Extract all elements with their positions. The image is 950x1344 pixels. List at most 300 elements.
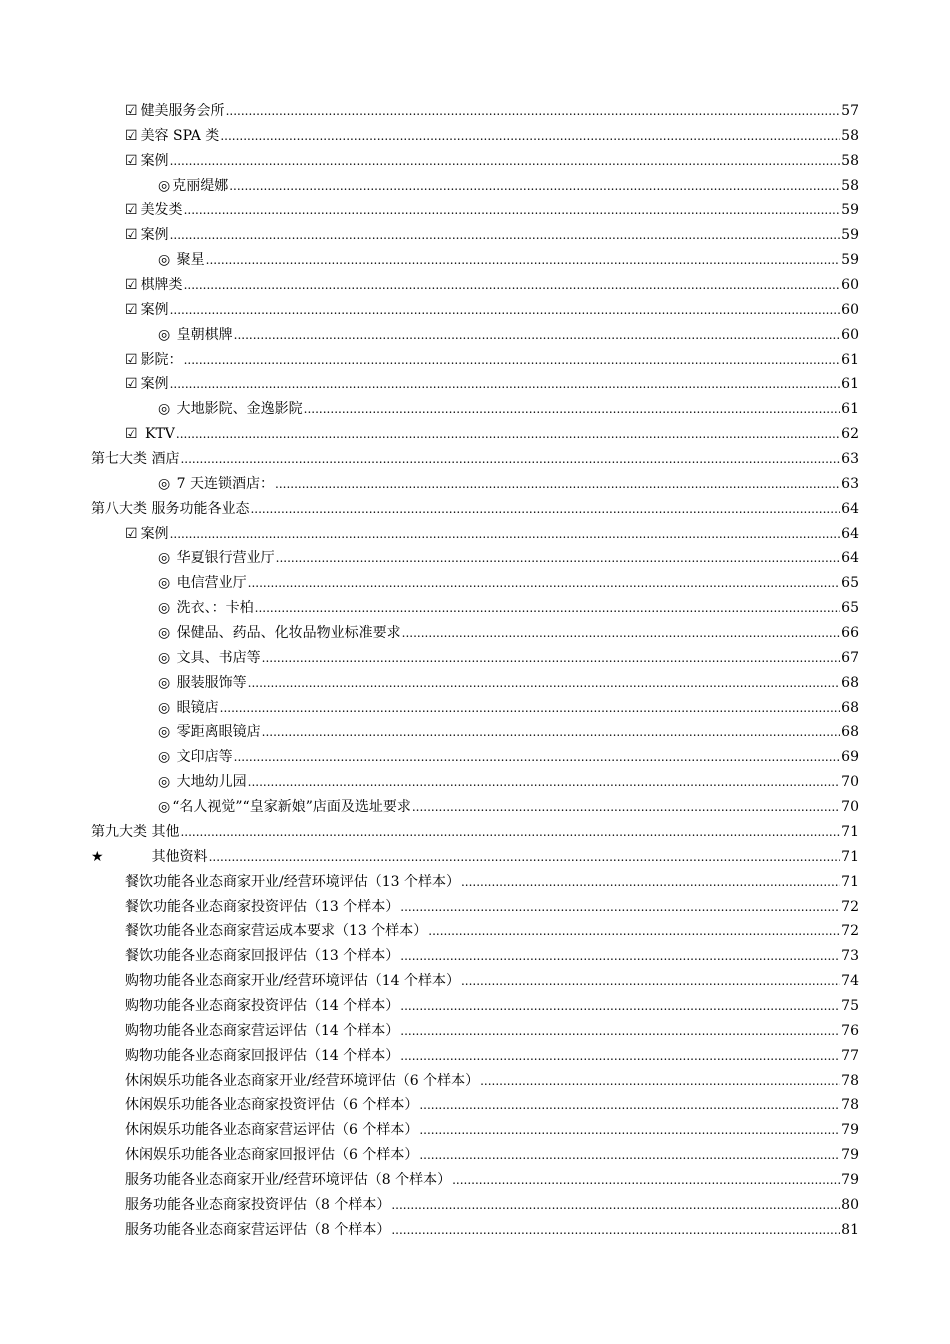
toc-entry-label: 大地幼儿园 <box>172 774 247 791</box>
toc-entry-label: 聚星 <box>172 252 205 269</box>
toc-row[interactable] <box>0 174 950 199</box>
toc-page-number: 73 <box>841 948 859 965</box>
dot-leader <box>176 422 840 447</box>
toc-entry-text <box>158 795 411 820</box>
toc-entry[interactable] <box>125 298 859 323</box>
toc-page-number: 78 <box>841 1097 859 1114</box>
toc-page-number: 60 <box>841 277 859 294</box>
toc-row[interactable] <box>0 1168 950 1193</box>
toc-entry-label: 美发类 <box>140 202 183 219</box>
bullet-circle-icon: ◎ <box>158 625 171 642</box>
dot-leader <box>170 372 841 397</box>
toc-entry-text <box>158 248 205 273</box>
toc-entry-text <box>125 1093 418 1118</box>
toc-page-number: 79 <box>841 1171 859 1188</box>
checkbox-checked-icon: ☑ <box>125 127 138 144</box>
bullet-circle-icon: ◎ <box>158 724 171 741</box>
toc-page-number: 63 <box>841 475 859 492</box>
toc-entry[interactable] <box>125 870 859 895</box>
toc-page-number: 65 <box>841 575 859 592</box>
dot-leader <box>419 1093 840 1118</box>
toc-entry[interactable] <box>158 671 859 696</box>
toc-entry[interactable] <box>158 174 859 199</box>
toc-row[interactable] <box>0 1069 950 1094</box>
toc-page-number: 66 <box>841 625 859 642</box>
dot-leader <box>184 348 841 373</box>
toc-entry-label: 案例 <box>140 525 169 542</box>
toc-entry-label: 餐饮功能各业态商家营运成本要求（13 个样本） <box>125 923 428 940</box>
toc-page-number: 78 <box>841 1072 859 1089</box>
toc-entry-label: 克丽缇娜 <box>172 177 229 194</box>
toc-page-number: 76 <box>841 1022 859 1039</box>
toc-row[interactable] <box>0 497 950 522</box>
toc-entry-text <box>125 1168 451 1193</box>
toc-entry[interactable] <box>91 820 859 845</box>
toc-entry-label: 第八大类 服务功能各业态 <box>91 500 250 517</box>
toc-entry[interactable] <box>125 919 859 944</box>
dot-leader <box>391 1218 840 1243</box>
toc-entry-text <box>125 1218 390 1243</box>
toc-row[interactable] <box>0 323 950 348</box>
toc-entry-text <box>158 720 261 745</box>
dot-leader <box>170 298 841 323</box>
toc-entry-label: 7 天连锁酒店： <box>172 475 275 492</box>
toc-entry-text <box>158 671 247 696</box>
bullet-circle-icon: ◎ <box>158 774 171 791</box>
toc-entry[interactable] <box>91 845 859 870</box>
dot-leader <box>461 969 840 994</box>
toc-page-number: 58 <box>841 152 859 169</box>
toc-entry[interactable] <box>125 969 859 994</box>
toc-row[interactable] <box>0 223 950 248</box>
toc-row[interactable] <box>0 248 950 273</box>
toc-page-number: 60 <box>841 301 859 318</box>
toc-entry-text <box>125 149 169 174</box>
toc-row[interactable] <box>0 944 950 969</box>
toc-entry[interactable] <box>158 596 859 621</box>
toc-row[interactable] <box>0 795 950 820</box>
checkbox-checked-icon: ☑ <box>125 152 138 169</box>
dot-leader <box>461 870 840 895</box>
dot-leader <box>419 1118 840 1143</box>
toc-entry-text <box>125 99 225 124</box>
toc-row[interactable] <box>0 919 950 944</box>
toc-entry-label: 休闲娱乐功能各业态商家投资评估（6 个样本） <box>125 1097 419 1114</box>
toc-entry-text <box>91 447 179 472</box>
toc-entry-text <box>125 895 399 920</box>
toc-row[interactable] <box>0 621 950 646</box>
dot-leader <box>220 696 841 721</box>
toc-entry-text <box>125 1143 418 1168</box>
toc-row[interactable] <box>0 895 950 920</box>
toc-entry[interactable] <box>125 273 859 298</box>
toc-page-number: 74 <box>841 973 859 990</box>
toc-page-number: 59 <box>841 227 859 244</box>
toc-entry-label: 购物功能各业态商家回报评估（14 个样本） <box>125 1047 400 1064</box>
dot-leader <box>234 323 841 348</box>
toc-entry[interactable] <box>158 546 859 571</box>
dot-leader <box>400 994 840 1019</box>
bullet-circle-icon: ◎ <box>158 749 171 766</box>
toc-page-number: 77 <box>841 1047 859 1064</box>
toc-entry-label: 棋牌类 <box>140 277 183 294</box>
dot-leader <box>400 1044 840 1069</box>
toc-entry-text <box>125 198 183 223</box>
dot-leader <box>400 1019 840 1044</box>
toc-entry-text <box>125 372 169 397</box>
toc-entry-label: 健美服务会所 <box>140 103 225 119</box>
toc-entry-label: 服装服饰等 <box>172 674 247 691</box>
toc-row[interactable] <box>0 994 950 1019</box>
toc-entry[interactable] <box>125 198 859 223</box>
bullet-circle-icon: ◎ <box>158 550 171 567</box>
toc-page-number: 68 <box>841 724 859 741</box>
dot-leader <box>275 472 840 497</box>
toc-entry[interactable] <box>158 397 859 422</box>
toc-entry[interactable] <box>125 223 859 248</box>
toc-row[interactable] <box>0 1218 950 1243</box>
checkbox-checked-icon: ☑ <box>125 426 138 443</box>
toc-entry[interactable] <box>125 1218 859 1243</box>
toc-entry[interactable] <box>125 1118 859 1143</box>
dot-leader <box>170 223 841 248</box>
dot-leader <box>184 273 841 298</box>
toc-entry[interactable] <box>158 745 859 770</box>
toc-page-number: 72 <box>841 898 859 915</box>
star-icon: ★ <box>91 848 104 865</box>
toc-entry-text <box>125 969 460 994</box>
toc-entry-label: 服务功能各业态商家投资评估（8 个样本） <box>125 1196 391 1213</box>
toc-entry[interactable] <box>125 1019 859 1044</box>
toc-entry-label: 休闲娱乐功能各业态商家回报评估（6 个样本） <box>125 1147 419 1164</box>
toc-row[interactable] <box>0 969 950 994</box>
toc-entry[interactable] <box>125 1193 859 1218</box>
toc-row[interactable] <box>0 124 950 149</box>
dot-leader <box>180 447 840 472</box>
toc-page-number: 71 <box>841 873 859 890</box>
toc-row[interactable] <box>0 397 950 422</box>
toc-row[interactable] <box>0 348 950 373</box>
bullet-circle-icon: ◎ <box>158 799 171 816</box>
toc-entry-label: 餐饮功能各业态商家开业/经营环境评估（13 个样本） <box>125 873 460 890</box>
toc-entry-label: 洗衣、：卡柏 <box>172 600 254 617</box>
dot-leader <box>400 895 840 920</box>
checkbox-checked-icon: ☑ <box>125 277 138 294</box>
toc-page-number: 64 <box>841 525 859 542</box>
toc-entry-label: 服务功能各业态商家营运评估（8 个样本） <box>125 1221 391 1238</box>
dot-leader <box>262 720 841 745</box>
checkbox-checked-icon: ☑ <box>125 525 138 542</box>
toc-entry-text <box>125 124 219 149</box>
dot-leader <box>250 497 840 522</box>
toc-entry[interactable] <box>125 1093 859 1118</box>
checkbox-checked-icon: ☑ <box>125 376 138 393</box>
toc-page-number: 72 <box>841 923 859 940</box>
toc-row[interactable] <box>0 1193 950 1218</box>
toc-entry-text <box>158 745 233 770</box>
toc-page-number: 64 <box>841 500 859 517</box>
toc-entry[interactable] <box>125 944 859 969</box>
toc-entry[interactable] <box>125 99 859 124</box>
toc-entry-text <box>125 870 460 895</box>
toc-row[interactable] <box>0 720 950 745</box>
toc-row[interactable] <box>0 1143 950 1168</box>
toc-page-number: 61 <box>841 351 859 368</box>
toc-page-number: 60 <box>841 326 859 343</box>
toc-row[interactable] <box>0 671 950 696</box>
dot-leader <box>391 1193 840 1218</box>
toc-entry-label: 休闲娱乐功能各业态商家营运评估（6 个样本） <box>125 1122 419 1139</box>
bullet-circle-icon: ◎ <box>158 699 171 716</box>
toc-entry-text <box>91 497 249 522</box>
toc-entry-text <box>125 223 169 248</box>
toc-entry-text <box>125 994 399 1019</box>
dot-leader <box>234 745 841 770</box>
toc-row[interactable] <box>0 745 950 770</box>
toc-entry[interactable] <box>125 348 859 373</box>
toc-entry-text <box>125 422 175 447</box>
checkbox-checked-icon: ☑ <box>125 103 138 119</box>
toc-page-number: 67 <box>841 649 859 666</box>
toc-row[interactable] <box>0 571 950 596</box>
toc-row[interactable] <box>0 447 950 472</box>
toc-entry[interactable] <box>158 248 859 273</box>
toc-entry[interactable] <box>158 696 859 721</box>
toc-entry-label: 保健品、药品、化妆品物业标准要求 <box>172 625 401 642</box>
toc-entry[interactable] <box>125 149 859 174</box>
dot-leader <box>262 646 841 671</box>
dot-leader <box>209 845 841 870</box>
toc-entry[interactable] <box>125 522 859 547</box>
dot-leader <box>248 671 841 696</box>
toc-entry[interactable] <box>125 994 859 1019</box>
toc-entry[interactable] <box>125 1069 859 1094</box>
toc-row[interactable] <box>0 820 950 845</box>
toc-row[interactable] <box>0 522 950 547</box>
toc-row[interactable] <box>0 1044 950 1069</box>
toc-page-number: 62 <box>841 426 859 443</box>
toc-entry-text <box>125 273 183 298</box>
toc-entry[interactable] <box>125 895 859 920</box>
toc-entry-text <box>158 323 233 348</box>
toc-row[interactable] <box>0 298 950 323</box>
dot-leader <box>220 124 840 149</box>
dot-leader <box>184 198 841 223</box>
toc-page-number: 69 <box>841 749 859 766</box>
toc-entry-text <box>158 770 247 795</box>
toc-entry-label: 零距离眼镜店 <box>172 724 261 741</box>
toc-entry-label: “名人视觉”“皇家新娘”店面及选址要求 <box>172 799 411 816</box>
toc-page-number: 64 <box>841 550 859 567</box>
dot-leader <box>170 149 841 174</box>
checkbox-checked-icon: ☑ <box>125 301 138 318</box>
toc-entry-text <box>125 1193 390 1218</box>
toc-entry-label: 休闲娱乐功能各业态商家开业/经营环境评估（6 个样本） <box>125 1072 480 1089</box>
checkbox-checked-icon: ☑ <box>125 202 138 219</box>
toc-entry[interactable] <box>91 497 859 522</box>
toc-entry[interactable] <box>158 571 859 596</box>
dot-leader <box>480 1069 840 1094</box>
toc-entry[interactable] <box>158 770 859 795</box>
toc-row[interactable] <box>0 149 950 174</box>
toc-entry-label: 文印店等 <box>172 749 233 766</box>
toc-page-number: 70 <box>841 774 859 791</box>
toc-entry-text <box>158 397 303 422</box>
dot-leader <box>412 795 840 820</box>
toc-entry-label: 服务功能各业态商家开业/经营环境评估（8 个样本） <box>125 1171 452 1188</box>
dot-leader <box>428 919 840 944</box>
toc-entry-label: 皇朝棋牌 <box>172 326 233 343</box>
toc-entry-label: 购物功能各业态商家开业/经营环境评估（14 个样本） <box>125 973 460 990</box>
toc-entry-text <box>158 174 228 199</box>
dot-leader <box>452 1168 840 1193</box>
dot-leader <box>304 397 841 422</box>
toc-entry-text <box>125 522 169 547</box>
toc-page-number: 68 <box>841 674 859 691</box>
checkbox-checked-icon: ☑ <box>125 227 138 244</box>
toc-page-number: 59 <box>841 202 859 219</box>
toc-row[interactable] <box>0 198 950 223</box>
toc-row[interactable] <box>0 646 950 671</box>
table-of-contents <box>0 99 950 1243</box>
toc-entry-label: 美容 SPA 类 <box>140 127 220 144</box>
toc-row[interactable] <box>0 1093 950 1118</box>
toc-entry-label: 其他资料 <box>151 848 208 865</box>
dot-leader <box>248 770 841 795</box>
toc-row[interactable] <box>0 273 950 298</box>
toc-entry[interactable] <box>125 422 859 447</box>
toc-entry-label: 大地影院、金逸影院 <box>172 401 303 418</box>
dot-leader <box>402 621 841 646</box>
toc-row[interactable] <box>0 770 950 795</box>
bullet-circle-icon: ◎ <box>158 649 171 666</box>
toc-entry-text <box>125 1044 399 1069</box>
dot-leader <box>419 1143 840 1168</box>
toc-entry-label: 案例 <box>140 301 169 318</box>
toc-page-number: 75 <box>841 997 859 1014</box>
toc-page-number: 61 <box>841 401 859 418</box>
dot-leader <box>276 546 841 571</box>
toc-entry-label: 案例 <box>140 376 169 393</box>
toc-page-number: 79 <box>841 1122 859 1139</box>
dot-leader <box>248 571 841 596</box>
toc-row[interactable] <box>0 546 950 571</box>
toc-page-number: 70 <box>841 799 859 816</box>
toc-entry-text <box>158 472 274 497</box>
bullet-circle-icon: ◎ <box>158 177 171 194</box>
toc-entry[interactable] <box>125 1168 859 1193</box>
dot-leader <box>255 596 841 621</box>
toc-entry-text <box>125 348 183 373</box>
toc-page-number: 65 <box>841 600 859 617</box>
bullet-circle-icon: ◎ <box>158 600 171 617</box>
toc-page-number: 68 <box>841 699 859 716</box>
toc-entry[interactable] <box>125 1143 859 1168</box>
toc-entry-label: KTV <box>140 426 175 443</box>
toc-entry[interactable] <box>125 124 859 149</box>
dot-leader <box>180 820 840 845</box>
bullet-circle-icon: ◎ <box>158 326 171 343</box>
toc-page-number: 63 <box>841 451 859 468</box>
dot-leader <box>229 174 840 199</box>
toc-page-number: 58 <box>841 127 859 144</box>
bullet-circle-icon: ◎ <box>158 475 171 492</box>
toc-entry-label: 电信营业厅 <box>172 575 247 592</box>
toc-entry-label: 第七大类 酒店 <box>91 451 180 468</box>
toc-entry-text <box>158 571 247 596</box>
toc-entry-text <box>158 546 275 571</box>
toc-entry[interactable] <box>158 720 859 745</box>
toc-entry[interactable] <box>158 646 859 671</box>
dot-leader <box>170 522 841 547</box>
toc-row[interactable] <box>0 472 950 497</box>
dot-leader <box>400 944 840 969</box>
toc-entry-label: 第九大类 其他 <box>91 823 180 840</box>
toc-entry-text <box>125 1118 418 1143</box>
toc-entry-text <box>158 696 219 721</box>
dot-leader <box>206 248 841 273</box>
toc-page-number: 71 <box>841 823 859 840</box>
toc-page-number: 79 <box>841 1147 859 1164</box>
toc-row[interactable] <box>0 596 950 621</box>
toc-entry[interactable] <box>158 323 859 348</box>
checkbox-checked-icon: ☑ <box>125 351 138 368</box>
toc-entry-text <box>91 820 179 845</box>
toc-entry-label: 餐饮功能各业态商家投资评估（13 个样本） <box>125 898 400 915</box>
toc-entry-text <box>125 1019 399 1044</box>
dot-leader <box>226 99 841 124</box>
bullet-circle-icon: ◎ <box>158 252 171 269</box>
toc-entry-text <box>158 621 401 646</box>
toc-entry-text <box>125 944 399 969</box>
toc-entry-text <box>158 646 261 671</box>
toc-entry-label: 眼镜店 <box>172 699 219 716</box>
bullet-circle-icon: ◎ <box>158 575 171 592</box>
toc-row[interactable] <box>0 870 950 895</box>
toc-row[interactable] <box>0 845 950 870</box>
toc-page-number: 59 <box>841 252 859 269</box>
bullet-circle-icon: ◎ <box>158 674 171 691</box>
toc-page-number: 61 <box>841 376 859 393</box>
toc-entry[interactable] <box>158 795 859 820</box>
toc-entry[interactable] <box>158 621 859 646</box>
toc-entry-text <box>91 845 208 870</box>
toc-row[interactable] <box>0 1118 950 1143</box>
toc-row[interactable] <box>0 696 950 721</box>
toc-page-number: 58 <box>841 177 859 194</box>
toc-page-number: 81 <box>841 1221 859 1238</box>
toc-entry-text <box>125 298 169 323</box>
toc-entry-label: 案例 <box>140 152 169 169</box>
toc-row[interactable] <box>0 1019 950 1044</box>
toc-entry[interactable] <box>158 472 859 497</box>
toc-row[interactable] <box>0 422 950 447</box>
toc-page-number: 71 <box>841 848 859 865</box>
toc-row[interactable] <box>0 99 950 124</box>
toc-entry-label: 餐饮功能各业态商家回报评估（13 个样本） <box>125 948 400 965</box>
toc-entry-text <box>158 596 254 621</box>
toc-entry-label: 影院： <box>140 351 183 368</box>
toc-entry-text <box>125 1069 479 1094</box>
toc-entry-label: 文具、书店等 <box>172 649 261 666</box>
toc-entry[interactable] <box>125 1044 859 1069</box>
toc-page-number: 57 <box>841 103 859 119</box>
toc-entry-label: 购物功能各业态商家营运评估（14 个样本） <box>125 1022 400 1039</box>
toc-entry-label: 华夏银行营业厅 <box>172 550 275 567</box>
toc-entry[interactable] <box>91 447 859 472</box>
toc-row[interactable] <box>0 372 950 397</box>
toc-entry[interactable] <box>125 372 859 397</box>
